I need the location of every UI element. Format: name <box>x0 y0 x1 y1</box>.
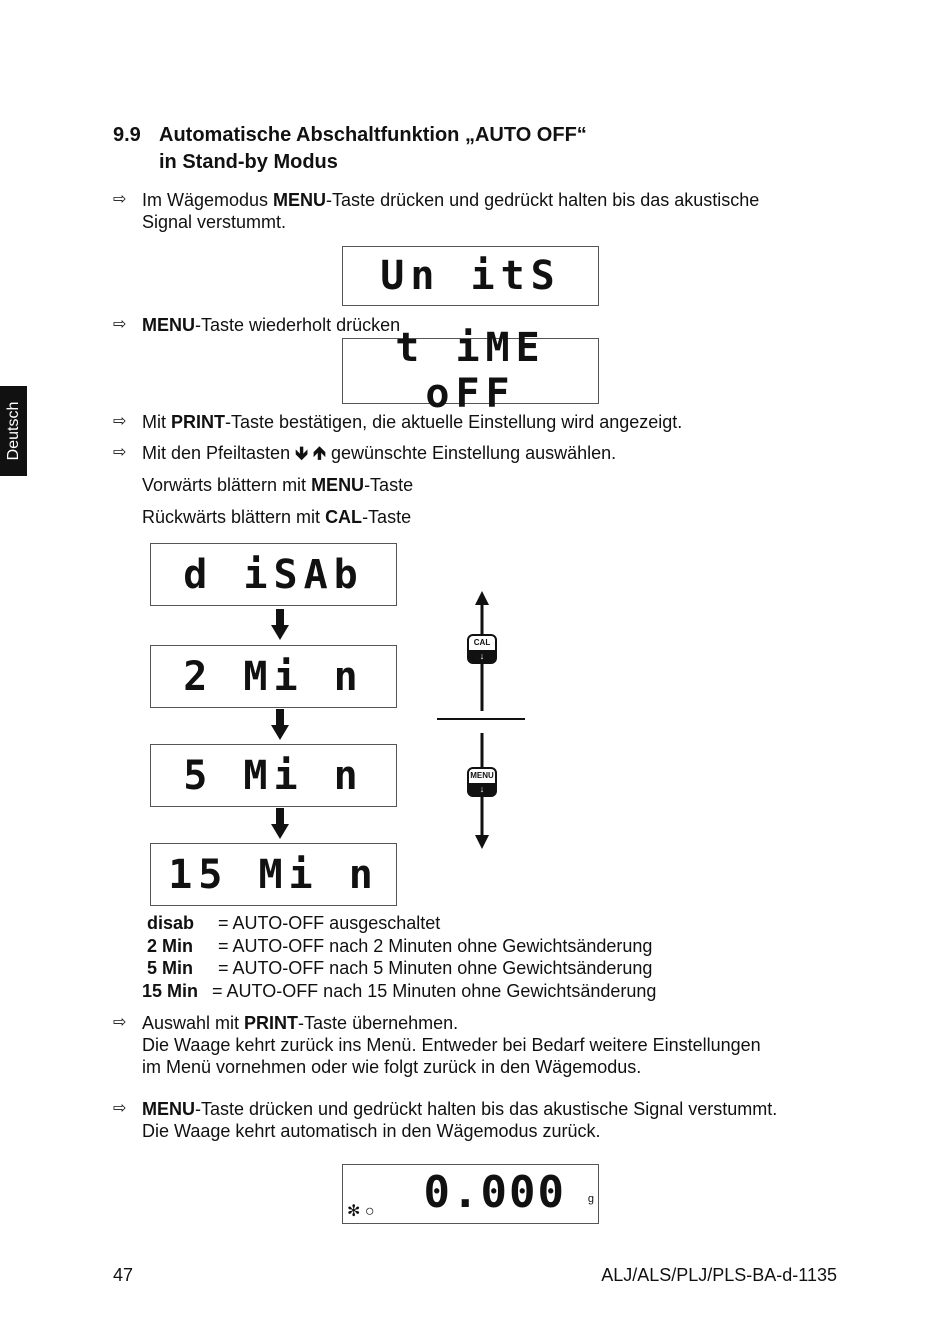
section-heading <box>113 122 587 176</box>
menu-key-label: MENU <box>142 1099 195 1119</box>
step-2: ⇨ MENU-Taste wiederholt drücken <box>113 315 401 335</box>
down-arrow-icon <box>271 808 289 840</box>
legend-row: 5 Min = AUTO-OFF nach 5 Minuten ohne Gewichtsänderung <box>147 958 653 979</box>
weight-value: 0.000 <box>423 1167 566 1218</box>
arrow-bullet-icon: ⇨ <box>113 1100 127 1117</box>
step-4: ⇨ Mit den Pfeiltasten 🡻 🡹 gewünschte Einstellung auswählen. <box>113 443 617 463</box>
section-number: 9.9 <box>113 124 141 146</box>
print-key-label: PRINT <box>171 412 225 432</box>
weight-unit: g <box>587 1193 594 1205</box>
lcd-display-disab: d iSAb <box>150 543 397 606</box>
section-title-line2: in Stand-by Modus <box>159 151 338 173</box>
backward-scroll-note: Rückwärts blättern mit CAL-Taste <box>142 507 412 527</box>
page-number: 47 <box>113 1265 134 1285</box>
arrow-bullet-icon: ⇨ <box>113 444 127 461</box>
language-tab <box>0 386 27 476</box>
menu-key-label: MENU <box>273 190 327 210</box>
divider-line <box>437 718 525 721</box>
arrow-bullet-icon: ⇨ <box>113 191 127 208</box>
step-5: ⇨ Auswahl mit PRINT-Taste übernehmen. Die Waage kehrt zurück ins Menü. Entweder bei Bedarf weitere Einstellungen im Menü vornehmen oder wie folgt zurück in den Wägemodus. <box>113 1013 761 1077</box>
forward-scroll-note: Vorwärts blättern mit MENU-Taste <box>142 475 414 495</box>
lcd-display-15min: 15 Mi n <box>150 843 397 906</box>
settings-legend <box>142 912 742 1003</box>
arrow-bullet-icon: ⇨ <box>113 413 127 430</box>
step-3: ⇨ Mit PRINT-Taste bestätigen, die aktuelle Einstellung wird angezeigt. <box>113 412 683 432</box>
legend-row: 15 Min = AUTO-OFF nach 15 Minuten ohne Gewichtsänderung <box>142 981 657 1002</box>
cal-key-icon: CAL ↓ <box>467 634 497 664</box>
up-down-arrows-icon: 🡻 🡹 <box>295 443 326 463</box>
lcd-display-weight <box>342 1164 599 1224</box>
menu-key-icon: MENU ↓ <box>467 767 497 797</box>
arrow-bullet-icon: ⇨ <box>113 1014 127 1031</box>
menu-key-label: MENU <box>142 315 195 335</box>
arrow-bullet-icon: ⇨ <box>113 316 127 333</box>
lcd-display-2min: 2 Mi n <box>150 645 397 708</box>
lcd-display-units: Un itS <box>342 246 599 306</box>
down-arrow-icon <box>271 709 289 741</box>
step-6: ⇨ MENU-Taste drücken und gedrückt halten bis das akustische Signal verstummt. Die Waage kehrt automatisch in den Wägemodus zurück. <box>113 1099 778 1141</box>
lcd-display-5min: 5 Mi n <box>150 744 397 807</box>
document-id: ALJ/ALS/PLJ/PLS-BA-d-1135 <box>601 1265 837 1285</box>
legend-row: 2 Min = AUTO-OFF nach 2 Minuten ohne Gewichtsänderung <box>147 935 653 956</box>
legend-row: disab = AUTO-OFF ausgeschaltet <box>147 913 441 933</box>
section-title-line1: Automatische Abschaltfunktion „AUTO OFF“ <box>159 124 587 146</box>
language-tab-label: Deutsch <box>4 401 22 461</box>
lcd-display-time-off: t iME oFF <box>342 338 599 404</box>
print-key-label: PRINT <box>244 1013 299 1033</box>
step-1: ⇨ Im Wägemodus MENU-Taste drücken und gedrückt halten bis das akustische Signal verstummt. <box>113 190 760 232</box>
down-arrow-icon <box>271 609 289 641</box>
stability-zero-icons: ✻ ○ <box>347 1203 375 1220</box>
